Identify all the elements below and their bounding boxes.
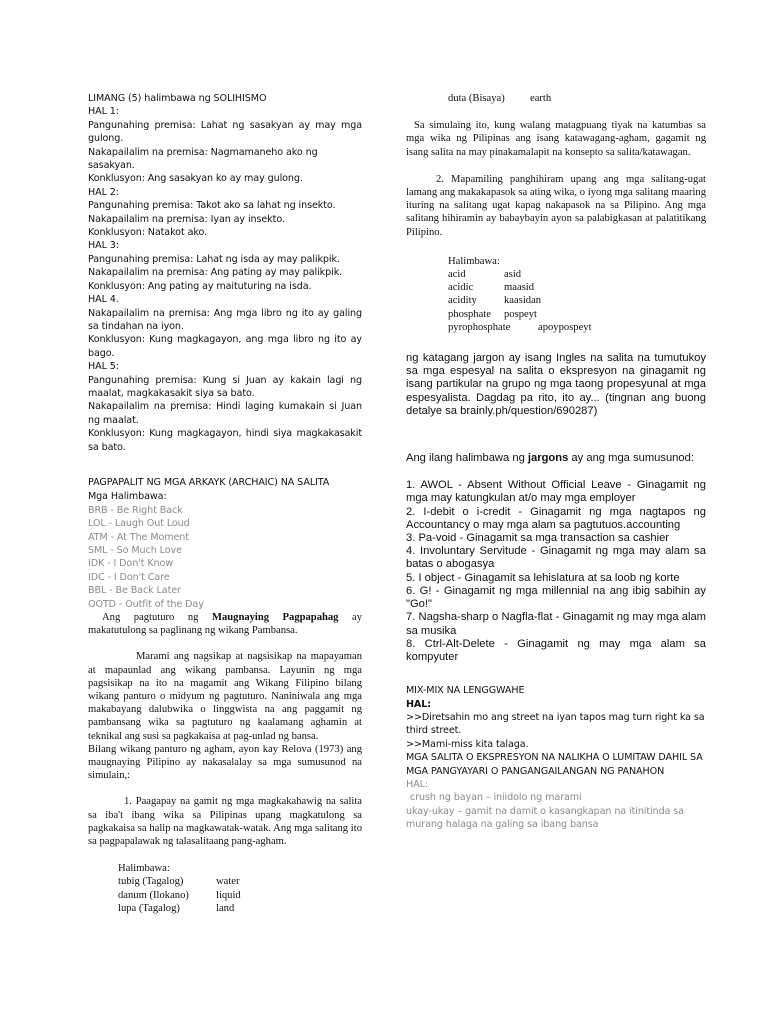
word-meaning: land bbox=[216, 902, 235, 914]
list-item: BRB - Be Right Back bbox=[88, 504, 183, 516]
word-pair bbox=[118, 875, 362, 888]
list-item: 2. I-debit o i-credit - Ginagamit ng mga nagtapos ng Accountancy o may mga alam sa pagtutuos.accounting bbox=[406, 505, 706, 531]
solihismo-line: Nakapailalim na premisa: Ang pating ay may palikpik. bbox=[88, 267, 343, 279]
nalikha-example: ukay-ukay – gamit na damit o kasangkapan na itinitinda sa murang halaga na galing sa ibang bansa bbox=[406, 805, 684, 831]
intro-text: ay ang mga sumusunod: bbox=[568, 452, 694, 465]
halimbawa-block bbox=[118, 862, 362, 915]
word-meaning: water bbox=[216, 876, 240, 888]
nalikha-example: crush ng bayan – iniidolo ng marami bbox=[410, 792, 582, 804]
word-pair bbox=[118, 902, 362, 915]
left-column bbox=[88, 92, 362, 915]
maugnaying-intro bbox=[88, 611, 362, 637]
list-item: 7. Nagsha-sharp o Nagfla-flat - Ginagamit ng may mga alam sa musika bbox=[406, 611, 706, 637]
word-source: lupa (Tagalog) bbox=[118, 902, 180, 914]
mix-title: MIX-MIX NA LENGGWAHE bbox=[406, 685, 525, 697]
solihismo-line: Pangunahing premisa: Kung si Juan ay kakain lagi ng maalat, magkakasakit siya sa bato. bbox=[88, 374, 362, 399]
word-source: danum (Ilokano) bbox=[118, 889, 189, 901]
list-item: 6. G! - Ginagamit ng mga millennial na ang ibig sabihin ay "Go!" bbox=[406, 584, 706, 611]
maugnaying-paragraph: 1. Paagapay na gamit ng mga magkakahawig na salita sa iba't ibang wika sa Pilipinas upang magkatulong sa pagkakaisa sa halip na magkawatak-watak. Ang mga salitang ito sa pagpapalawak ng talasalitaang pang-agham. bbox=[88, 796, 362, 848]
jargon-list bbox=[406, 479, 706, 664]
intro-text: ay makatutulong sa paglinang ng wikang Pambansa. bbox=[88, 612, 362, 637]
maugnaying-paragraph: Bilang wikang panturo ng agham, ayon kay Relova (1973) ang maugnaying Pilipino ay nakasalalay sa mga sumusunod na simulain,: bbox=[88, 743, 362, 782]
duta-line bbox=[448, 92, 706, 105]
mapamili-paragraph: 2. Mapamiling panghihiram upang ang mga salitang-ugat lamang ang makakapasok sa ating wika, o iyong mga salitang maaring ituring na salitang ugat kapag nakapasok na sa Pilipino. Ang mga salitang hihiramin ay babaybayin ayon sa palabigkasan at palatitikang Pilipino. bbox=[406, 173, 706, 238]
word-meaning: pospeyt bbox=[504, 308, 537, 320]
word-source: acid bbox=[448, 269, 466, 281]
list-item: OOTD - Outfit of the Day bbox=[88, 598, 204, 610]
word-meaning: earth bbox=[530, 93, 552, 104]
solihismo-line: Nakapailalim na premisa: Hindi laging kumakain si Juan ng maalat. bbox=[88, 401, 362, 426]
solihismo-section bbox=[88, 92, 362, 454]
word-pair bbox=[118, 889, 362, 902]
solihismo-line: Nakapailalim na premisa: Ang mga libro ng ito ay galing sa tindahan na iyon. bbox=[88, 307, 362, 332]
arkayk-example-list bbox=[88, 504, 362, 611]
intro-bold: Maugnaying Pagpapahag bbox=[211, 612, 339, 624]
list-item: IDC - I Don't Care bbox=[88, 571, 170, 583]
halimbawa-label: Halimbawa: bbox=[448, 255, 500, 267]
word-pair bbox=[448, 321, 706, 334]
word-meaning: liquid bbox=[216, 889, 241, 901]
mix-example: >>Diretsahin mo ang street na iyan tapos mag turn right ka sa third street. bbox=[406, 711, 705, 737]
word-meaning: apoypospeyt bbox=[538, 321, 592, 333]
solihismo-line: Konklusyon: Kung magkagayon, ang mga libro ng ito ay bago. bbox=[88, 334, 362, 359]
word-source: acidic bbox=[448, 282, 474, 294]
solihismo-line: Konklusyon: Ang sasakyan ko ay may gulong. bbox=[88, 173, 303, 185]
jargon-intro bbox=[406, 452, 706, 465]
list-item: 3. Pa-void - Ginagamit sa mga transaction sa cashier bbox=[406, 532, 670, 545]
list-item: 5. I object - Ginagamit sa lehislatura at sa loob ng korte bbox=[406, 571, 680, 584]
halimbawa-label: Halimbawa: bbox=[118, 863, 170, 875]
mix-example: >>Mami-miss kita talaga. bbox=[406, 738, 529, 750]
nalikha-title: MGA SALITA O EKSPRESYON NA NALIKHA O LUMITAW DAHIL SA MGA PANGYAYARI O PANGANGAILANGAN NG PANAHON bbox=[406, 752, 703, 777]
word-meaning: maasid bbox=[504, 282, 535, 294]
word-source: pyrophosphate bbox=[448, 321, 511, 333]
intro-text: Ang ilang halimbawa ng bbox=[406, 452, 528, 465]
nalikha-hal-label: HAL: bbox=[406, 778, 428, 790]
maugnaying-section bbox=[88, 611, 362, 915]
list-item: BBL - Be Back Later bbox=[88, 585, 181, 597]
word-pair bbox=[448, 268, 706, 281]
solihismo-line: Konklusyon: Ang pating ay maituturing na isda. bbox=[88, 280, 312, 292]
arkayk-title: PAGPAPALIT NG MGA ARKAYK (ARCHAIC) NA SALITA bbox=[88, 476, 330, 488]
list-item: IDK - I Don't Know bbox=[88, 558, 174, 570]
intro-text: Ang pagtuturo ng bbox=[102, 612, 212, 624]
list-item: 8. Ctrl-Alt-Delete - Ginagamit ng may mga alam sa kompyuter bbox=[406, 637, 706, 663]
halimbawa-block bbox=[448, 255, 706, 334]
solihismo-line: HAL 4. bbox=[88, 294, 119, 306]
list-item: ATM - At The Moment bbox=[88, 531, 189, 543]
word-meaning: kaasidan bbox=[504, 295, 542, 307]
word-meaning: asid bbox=[504, 269, 522, 281]
simulain-paragraph: Sa simulaing ito, kung walang matagpuang tiyak na katumbas sa mga wika ng Pilipinas ang isang katawagang-agham, gagamit ng isang salita na may pinakamalapit na konsepto sa salita/katawagan. bbox=[406, 120, 706, 158]
solihismo-line: Konklusyon: Kung magkagayon, hindi siya magkakasakit sa bato. bbox=[88, 428, 362, 453]
solihismo-line: Nakapailalim na premisa: Nagmamaneho ako ng sasakyan. bbox=[88, 146, 318, 172]
mix-hal-label: HAL: bbox=[406, 698, 432, 710]
word-source: acidity bbox=[448, 295, 477, 307]
jargon-definition: ng katagang jargon ay isang Ingles na salita na tumutukoy sa mga espesyal na salita o ekspresyon na ginagamit ng isang partikular na grupo ng mga taong propesyunal at mga espesyalista. Dagdag pa rito, ito ay... (tingnan ang buong detalye sa brainly.ph/question/690287) bbox=[406, 352, 706, 417]
solihismo-line: HAL 2: bbox=[88, 186, 119, 198]
right-column bbox=[406, 92, 706, 832]
arkayk-subtitle: Mga Halimbawa: bbox=[88, 491, 167, 503]
solihismo-line: HAL 5: bbox=[88, 361, 119, 373]
word-source: tubig (Tagalog) bbox=[118, 876, 184, 888]
solihismo-line: Konklusyon: Natakot ako. bbox=[88, 227, 208, 239]
solihismo-line: HAL 3: bbox=[88, 240, 119, 252]
word-pair bbox=[448, 281, 706, 294]
intro-bold: jargons bbox=[527, 452, 569, 465]
solihismo-line: Pangunahing premisa: Lahat ng isda ay may palikpik. bbox=[88, 253, 340, 265]
word-source: phosphate bbox=[448, 308, 491, 320]
list-item: LOL - Laugh Out Loud bbox=[88, 518, 190, 530]
solihismo-line: Pangunahing premisa: Takot ako sa lahat ng insekto. bbox=[88, 200, 336, 212]
list-item: SML - So Much Love bbox=[88, 545, 182, 556]
maugnaying-paragraph: Marami ang nagsikap at nagsisikap na mapayaman at mapaunlad ang wikang pambansa. Layunin ng mga pagsisikap na ito na magamit ang Wikang Filipino bilang wikang panturo o midyum ng pagtuturo. Naniniwala ang mga makabayang dalubwika o linggwista na ang paggamit ng pambansang wika sa pagtuturo ng kaalamang aghamin at teknikal ang susi sa pagkakaisa at pag-unlad ng bansa. bbox=[88, 651, 362, 742]
mix-section bbox=[406, 684, 706, 831]
list-item: 4. Involuntary Servitude - Ginagamit ng mga may alam sa batas o abogasya bbox=[406, 545, 706, 571]
solihismo-line: HAL 1: bbox=[88, 106, 119, 118]
solihismo-title: LIMANG (5) halimbawa ng SOLIHISMO bbox=[88, 93, 267, 104]
solihismo-line: Nakapailalim na premisa: Iyan ay insekto. bbox=[88, 213, 285, 225]
arkayk-section bbox=[88, 476, 362, 611]
list-item: 1. AWOL - Absent Without Official Leave - Ginagamit ng mga may katungkulan at/o may mga employer bbox=[406, 479, 706, 505]
word-pair bbox=[448, 308, 706, 321]
solihismo-line: Pangunahing premisa: Lahat ng sasakyan ay may mga gulong. bbox=[88, 119, 362, 145]
word-pair bbox=[448, 294, 706, 307]
word-source: duta (Bisaya) bbox=[448, 93, 505, 104]
